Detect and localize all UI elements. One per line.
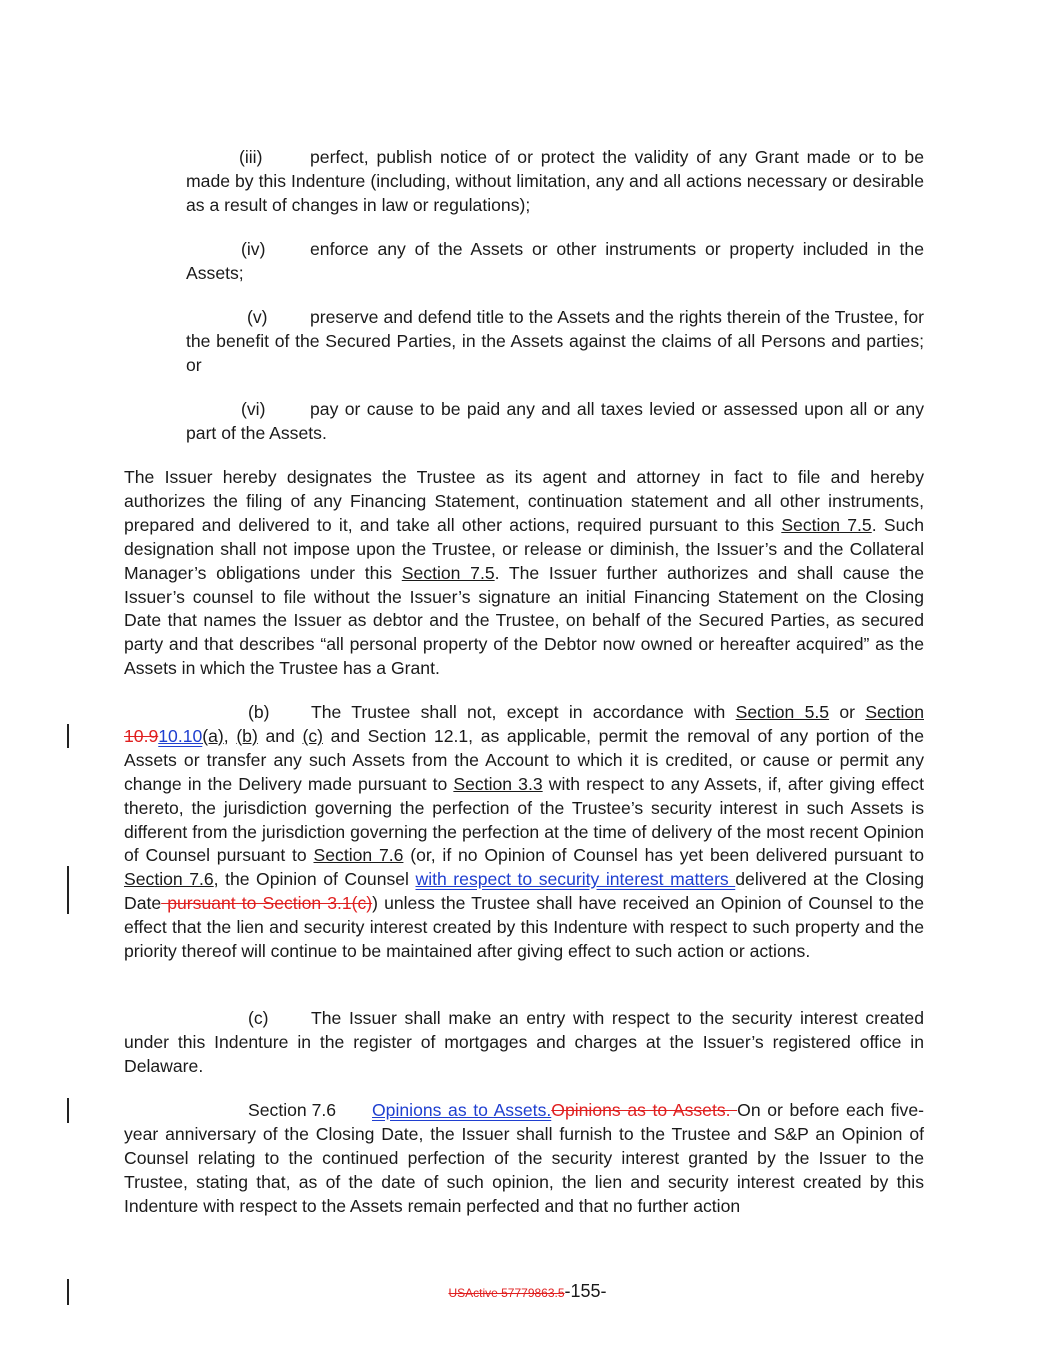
paragraph-b: (b) The Trustee shall not, except in accordance with Section 5.5 or Section 10.910.10(a), (b) and (c) and Section 12.1, as applicable, permit the removal of any portion of the Assets or transfer any such Assets from the Account to which it is credited, or cause or permit any change in the Delivery made pursuant to Section 3.3 with respect to any Assets, if, after giving effect thereto, the jurisdiction governing the perfection of the Trustee’s security interest in such Assets is different from the jurisdiction governing the perfection at the time of delivery of the most recent Opinion of Counsel pursuant to Section 7.6 (or, if no Opinion of Counsel has yet been delivered pursuant to Section 7.6, the Opinion of Counsel with respect to security interest matters delivered at the Closing Date pursuant to Section 3.1(c)) unless the Trustee shall have received an Opinion of Counsel to the effect that the lien and security interest created by this Indenture with respect to such property and the priority thereof will continue to be maintained after giving effect to such action or actions.: [124, 702, 925, 962]
section-reference[interactable]: Section 3.3: [453, 773, 543, 794]
tracked-deletion: pursuant to Section 3.1(c): [161, 893, 373, 914]
clause-iv: [186, 238, 924, 286]
clause-text: pay or cause to be paid any and all taxes levied or assessed upon all or any part of the Assets.: [186, 399, 924, 443]
paragraph-label: (c): [248, 1008, 269, 1028]
paragraph-c: (c) The Issuer shall make an entry with respect to the security interest created under this Indenture in the register of mortgages and charges at the Issuer’s registered office in Delaware.: [124, 1008, 924, 1076]
section-reference[interactable]: (a): [202, 725, 224, 746]
section-label: Section 7.6: [248, 1100, 337, 1120]
section-reference[interactable]: Section 7.6: [313, 845, 404, 866]
document-id: USActive 57779863.5: [448, 1286, 565, 1300]
change-bar: [67, 1098, 69, 1123]
clause-label: (v): [247, 307, 268, 327]
tracked-insertion: with respect to security interest matters: [415, 869, 736, 890]
clause-v: [186, 306, 924, 378]
section-reference[interactable]: Section 7.5: [781, 514, 872, 535]
clause-text: enforce any of the Assets or other instruments or property included in the Assets;: [186, 239, 924, 283]
section-reference[interactable]: Section: [865, 702, 924, 722]
clause-text: perfect, publish notice of or protect the validity of any Grant made or to be made by this Indenture (including, without limitation, any and all actions necessary or desirable as a result of changes in law or regulations);: [186, 147, 924, 215]
clause-text: preserve and defend title to the Assets and the rights therein of the Trustee, for the benefit of the Secured Parties, in the Assets against the claims of all Persons and parties; or: [186, 307, 924, 375]
change-bar: [67, 866, 69, 914]
tracked-insertion-heading: Opinions as to Assets.: [372, 1100, 552, 1120]
page-number: -155-: [564, 1281, 607, 1301]
tracked-deletion-heading: Opinions as to Assets.: [551, 1100, 738, 1120]
clause-label: (iii): [239, 147, 263, 167]
paragraph-label: (b): [248, 702, 270, 722]
clause-vi: [186, 398, 924, 446]
tracked-insertion: 10.10: [158, 725, 203, 746]
section-reference[interactable]: (c): [302, 725, 323, 746]
section-reference[interactable]: Section 7.6: [124, 869, 214, 890]
section-reference[interactable]: Section 5.5: [735, 702, 830, 722]
change-bar: [67, 724, 69, 748]
page-footer: [0, 1281, 1055, 1302]
clause-label: (iv): [241, 239, 266, 259]
clause-label: (vi): [241, 399, 266, 419]
designation-paragraph: The Issuer hereby designates the Trustee as its agent and attorney in fact to file and hereby authorizes the filing of any Financing Statement, continuation statement and all other instruments, prepared and delivered to it, and take all other actions, required pursuant to this Section 7.5. Such designation shall not impose upon the Trustee, or release or diminish, the Issuer’s and the Collateral Manager’s obligations under this Section 7.5. The Issuer further authorizes and shall cause the Issuer’s counsel to file without the Issuer’s signature an initial Financing Statement on the Closing Date that names the Issuer as debtor and the Trustee, on behalf of the Secured Parties, as secured party and that describes “all personal property of the Debtor now owned or hereafter acquired” as the Assets in which the Trustee has a Grant.: [124, 467, 924, 679]
section-7-6-paragraph: Section 7.6 Opinions as to Assets.Opinions as to Assets. On or before each five-year anniversary of the Closing Date, the Issuer shall furnish to the Trustee and S&P an Opinion of Counsel relating to the continued perfection of the security interest granted by the Issuer to the Trustee, stating that, as of the date of such opinion, the lien and security interest created by this Indenture with respect to the Assets remain perfected and that no further action: [124, 1100, 924, 1216]
section-reference[interactable]: (b): [236, 725, 258, 746]
section-reference[interactable]: Section 7.5: [401, 562, 495, 583]
tracked-deletion: 10.9: [124, 725, 159, 746]
clause-iii: [186, 146, 924, 218]
